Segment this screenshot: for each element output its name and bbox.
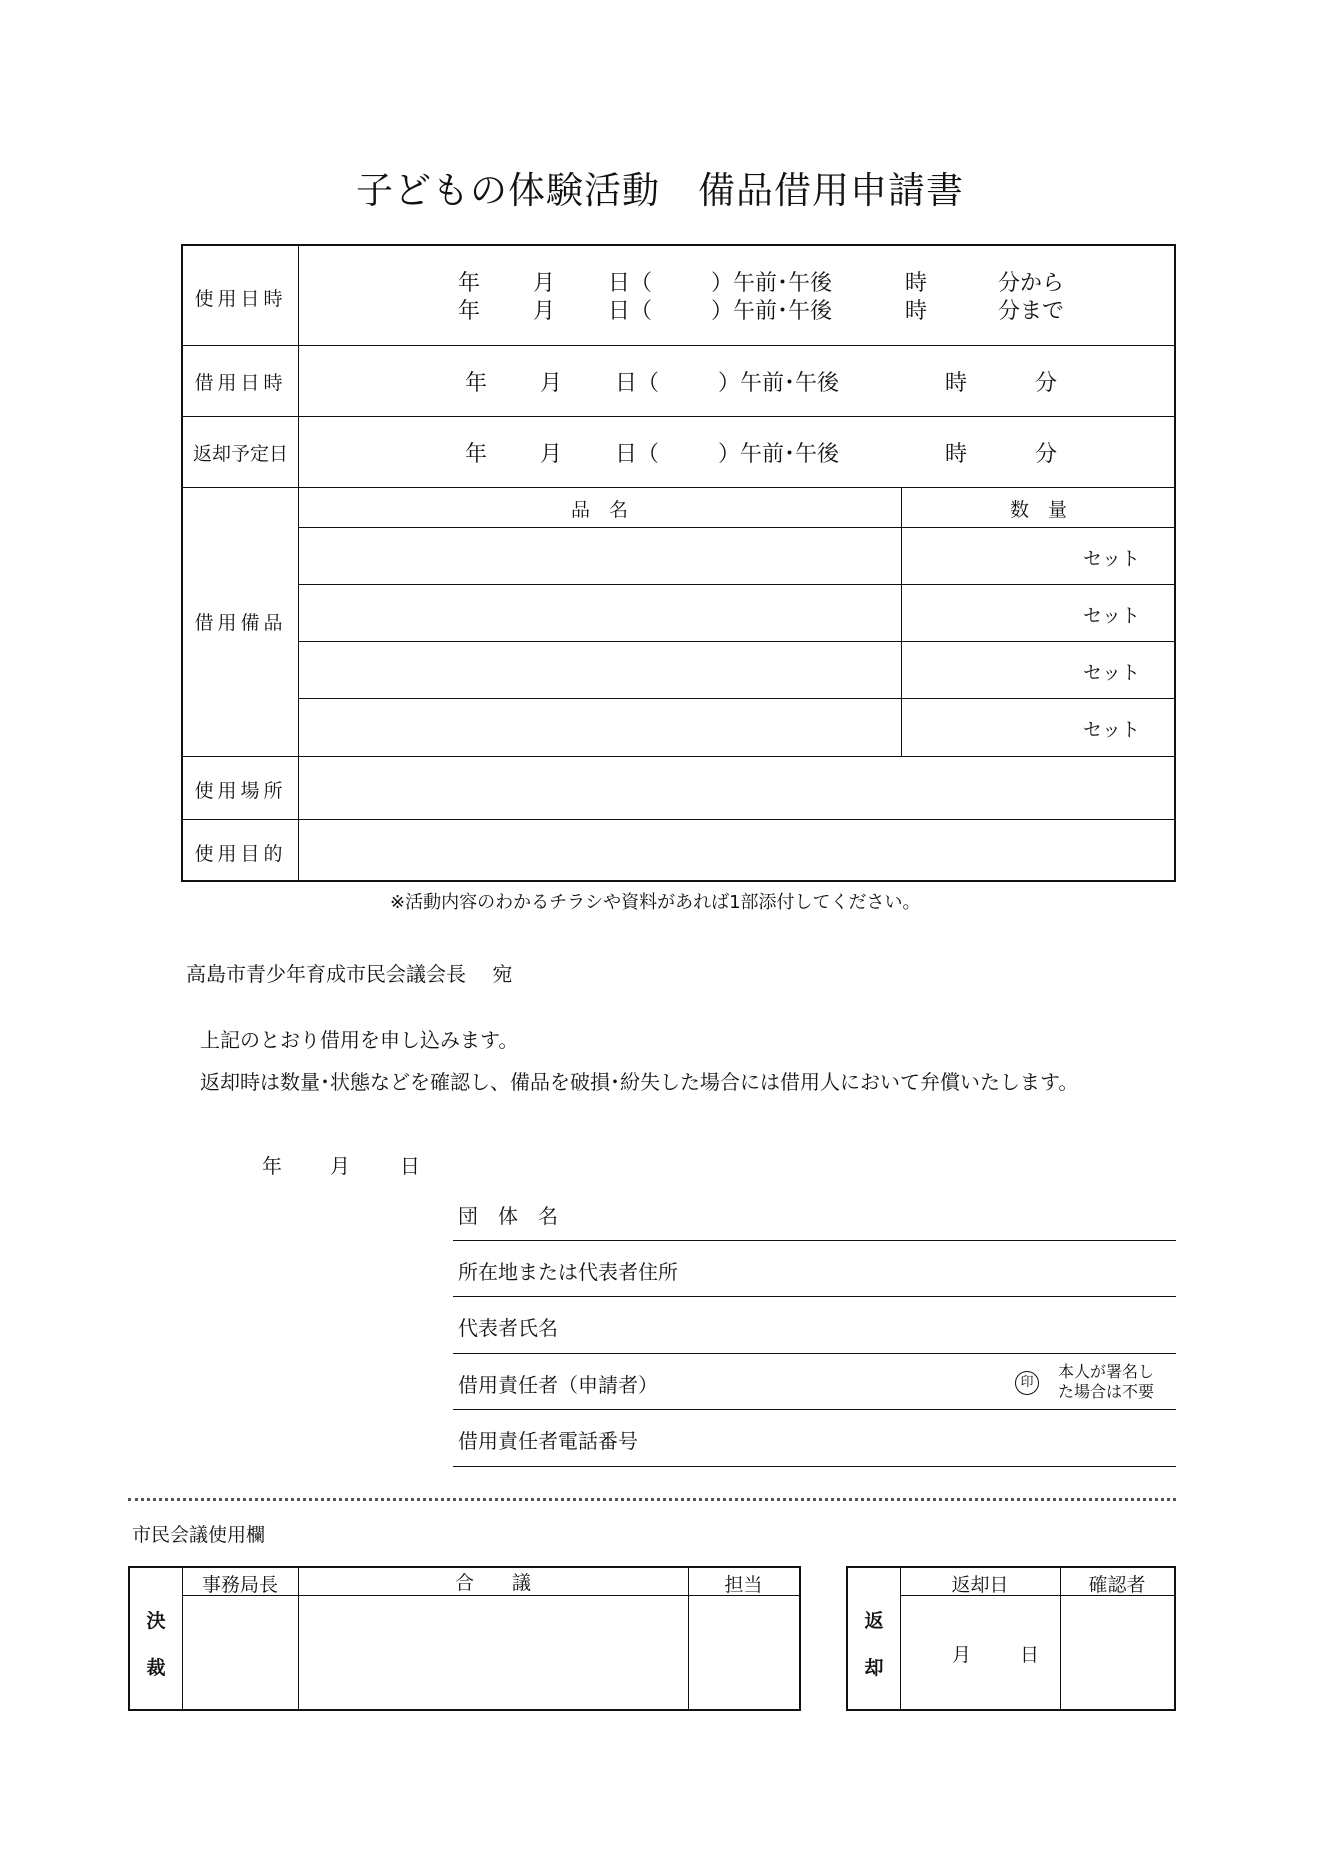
attachment-note: ※活動内容のわかるチラシや資料があれば1部添付してください。 bbox=[390, 892, 921, 913]
quantity-unit: セット bbox=[1083, 548, 1141, 570]
row-divider bbox=[183, 345, 1176, 346]
label-column-divider bbox=[298, 246, 299, 882]
return-box bbox=[846, 1566, 1176, 1711]
seal-note-line-1: 本人が署名し bbox=[1058, 1362, 1155, 1381]
ampm-field: ）午前･午後 bbox=[711, 299, 833, 324]
page-title: 子どもの体験活動 備品借用申請書 bbox=[356, 169, 964, 212]
hour-field: 時 bbox=[905, 299, 928, 324]
office-section-title: 市民会議使用欄 bbox=[132, 1524, 266, 1546]
quantity-header: 数 量 bbox=[1009, 499, 1067, 521]
phone-label: 借用責任者電話番号 bbox=[458, 1429, 638, 1453]
responsible-label: 借用責任者（申請者） bbox=[458, 1373, 658, 1397]
equipment-header-divider bbox=[298, 527, 1176, 528]
quantity-unit: セット bbox=[1083, 605, 1141, 627]
row-divider bbox=[183, 756, 1176, 757]
minute-field: 分 bbox=[1035, 371, 1058, 396]
equipment-row-divider bbox=[298, 584, 1176, 585]
month-field: 月 bbox=[540, 442, 563, 467]
item-name-cell[interactable] bbox=[300, 700, 900, 754]
seal-note-line-2: た場合は不要 bbox=[1058, 1382, 1155, 1401]
minute-field: 分から bbox=[998, 271, 1065, 296]
ampm-field: ）午前･午後 bbox=[718, 442, 840, 467]
director-header: 事務局長 bbox=[201, 1574, 278, 1596]
address-label: 所在地または代表者住所 bbox=[458, 1260, 678, 1284]
year-field: 年 bbox=[465, 442, 488, 467]
year-field: 年 bbox=[458, 299, 481, 324]
addressee: 高島市青少年育成市民会議会長 宛 bbox=[186, 962, 513, 986]
use-datetime-label: 使用日時 bbox=[194, 288, 287, 310]
equipment-label: 借用備品 bbox=[194, 612, 287, 634]
ampm-field: ）午前･午後 bbox=[718, 371, 840, 396]
item-name-cell[interactable] bbox=[300, 586, 900, 640]
ampm-field: ）午前･午後 bbox=[711, 271, 833, 296]
group-name-line[interactable] bbox=[453, 1240, 1176, 1241]
date-day: 日 bbox=[400, 1154, 420, 1178]
day-field: 日（ bbox=[608, 271, 653, 296]
decision-label-1: 決 bbox=[146, 1610, 166, 1632]
return-month: 月 bbox=[952, 1644, 972, 1666]
return-date-header: 返却日 bbox=[951, 1574, 1009, 1596]
seal-note bbox=[1058, 1362, 1154, 1402]
day-field: 日（ bbox=[615, 442, 660, 467]
return-date-label: 返却予定日 bbox=[192, 443, 288, 465]
application-table bbox=[181, 244, 1176, 882]
equipment-row-divider bbox=[298, 641, 1176, 642]
row-divider bbox=[183, 416, 1176, 417]
council-header: 合 議 bbox=[454, 1572, 531, 1594]
decision-box bbox=[128, 1566, 801, 1711]
item-name-cell[interactable] bbox=[300, 643, 900, 697]
quantity-unit: セット bbox=[1083, 719, 1141, 741]
row-divider bbox=[183, 487, 1176, 488]
item-name-header: 品 名 bbox=[570, 499, 628, 521]
charge-header: 担当 bbox=[724, 1574, 763, 1596]
year-field: 年 bbox=[458, 271, 481, 296]
row-divider bbox=[183, 819, 1176, 820]
year-field: 年 bbox=[465, 371, 488, 396]
month-field: 月 bbox=[533, 271, 556, 296]
return-label-1: 返 bbox=[864, 1610, 884, 1632]
minute-field: 分まで bbox=[998, 299, 1065, 324]
borrow-datetime-label: 借用日時 bbox=[194, 372, 287, 394]
return-label-2: 却 bbox=[864, 1657, 884, 1679]
item-name-cell[interactable] bbox=[300, 529, 900, 583]
rep-name-line[interactable] bbox=[453, 1353, 1176, 1354]
purpose-label: 使用目的 bbox=[194, 843, 287, 865]
return-day: 日 bbox=[1020, 1644, 1040, 1666]
equipment-column-divider bbox=[901, 487, 902, 756]
month-field: 月 bbox=[540, 371, 563, 396]
address-line[interactable] bbox=[453, 1296, 1176, 1297]
day-field: 日（ bbox=[608, 299, 653, 324]
minute-field: 分 bbox=[1035, 442, 1058, 467]
date-year: 年 bbox=[262, 1154, 282, 1178]
rep-name-label: 代表者氏名 bbox=[458, 1316, 558, 1340]
group-name-label: 団 体 名 bbox=[458, 1204, 558, 1228]
checker-header: 確認者 bbox=[1088, 1574, 1146, 1596]
hour-field: 時 bbox=[945, 442, 968, 467]
place-label: 使用場所 bbox=[194, 780, 287, 802]
hour-field: 時 bbox=[905, 271, 928, 296]
statement-line-2: 返却時は数量･状態などを確認し、備品を破損･紛失した場合には借用人において弁償いたします。 bbox=[200, 1070, 1079, 1094]
quantity-unit: セット bbox=[1083, 662, 1141, 684]
date-month: 月 bbox=[330, 1154, 350, 1178]
cut-line bbox=[128, 1498, 1176, 1501]
seal-icon: 印 bbox=[1015, 1371, 1039, 1395]
decision-label-2: 裁 bbox=[146, 1657, 166, 1679]
day-field: 日（ bbox=[615, 371, 660, 396]
phone-line[interactable] bbox=[453, 1466, 1176, 1467]
responsible-line[interactable] bbox=[453, 1409, 1176, 1410]
month-field: 月 bbox=[533, 299, 556, 324]
equipment-row-divider bbox=[298, 698, 1176, 699]
hour-field: 時 bbox=[945, 371, 968, 396]
statement-line-1: 上記のとおり借用を申し込みます。 bbox=[200, 1028, 519, 1052]
